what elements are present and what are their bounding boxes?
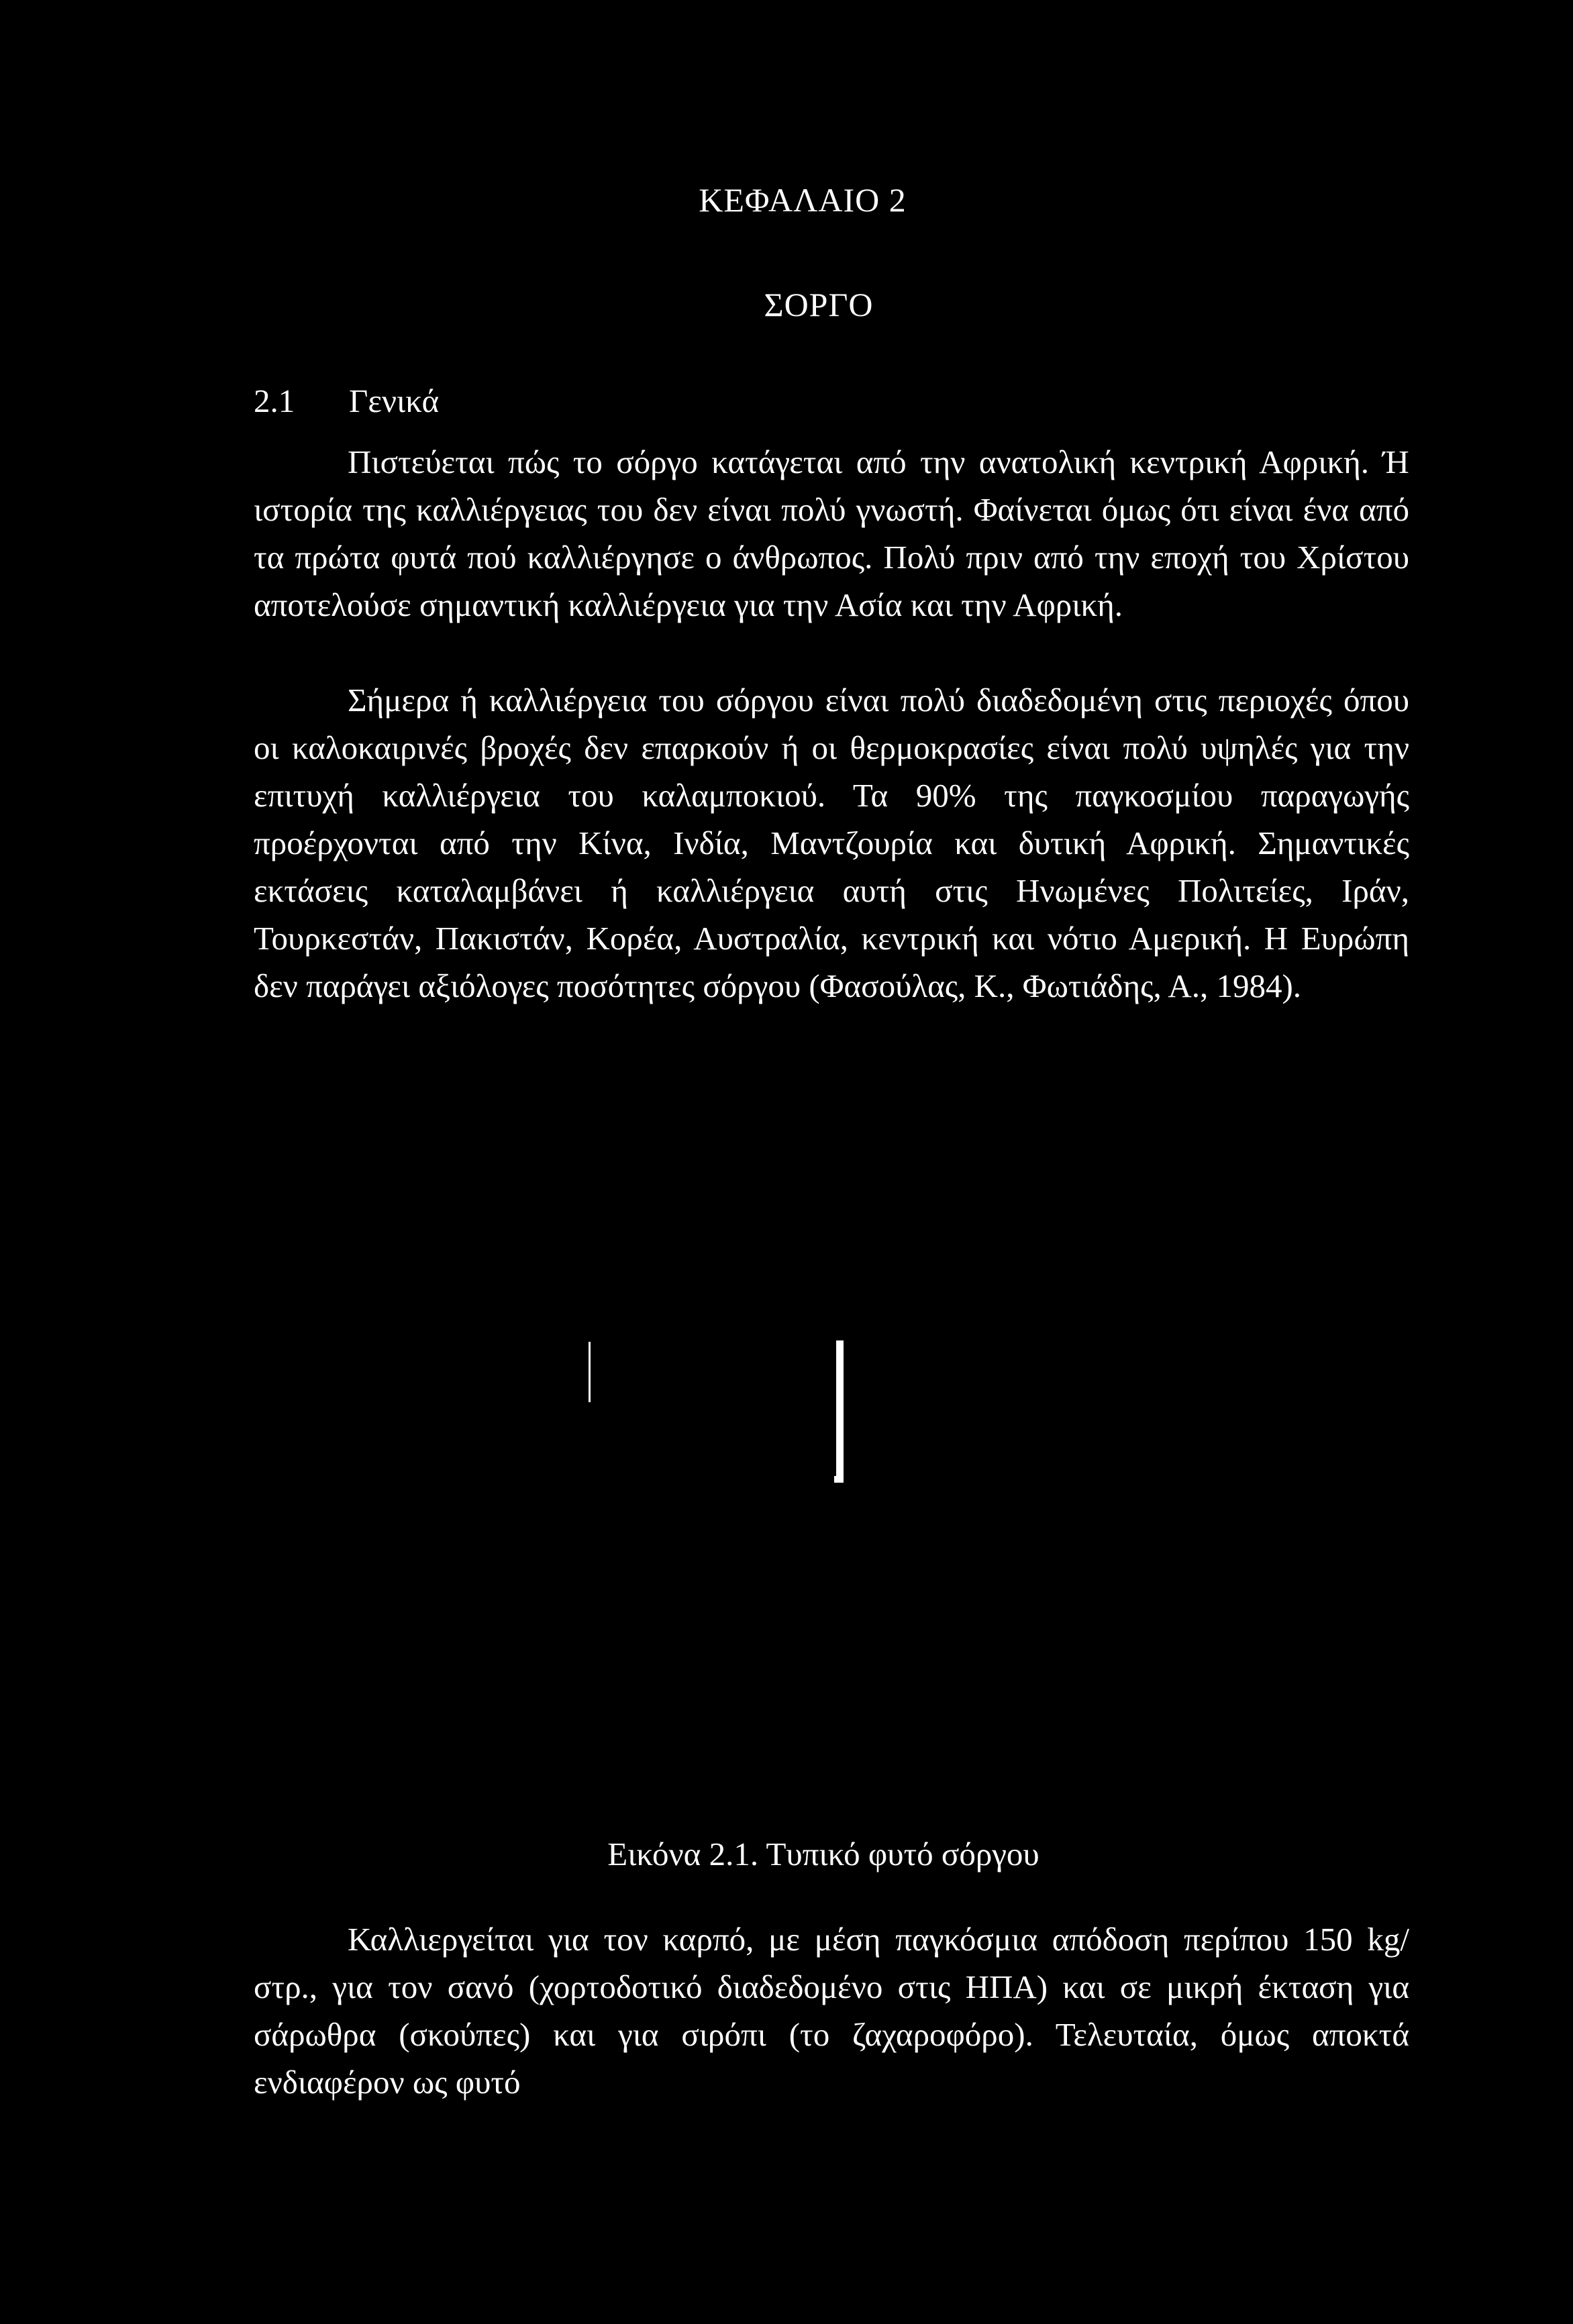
body-paragraph-1 <box>254 438 1409 629</box>
body-paragraph-3 <box>254 1915 1409 2106</box>
section-heading <box>254 381 439 421</box>
chapter-label: ΚΕΦΑΛΑΙΟ 2 <box>699 181 907 219</box>
body-paragraph-2 <box>254 676 1409 1010</box>
chapter-title: ΣΟΡΓΟ <box>764 286 874 323</box>
paragraph-text: Πιστεύεται πώς το σόργο κατάγεται από την ανατολική κεντρική Αφρική. Ή ιστορία της καλλιέργειας του δεν είναι πολύ γνωστή. Φαίνεται όμως ότι είναι ένα από τα πρώτα φυτά πού καλλιέργησε ο άνθρωπος. Πολύ πριν από την εποχή του Χρίστου αποτελούσε σημαντική καλλιέργεια για την Ασία και την Αφρική. <box>254 443 1409 623</box>
paragraph-text: Καλλιεργείται για τον καρπό, με μέση παγκόσμια απόδοση περίπου 150 kg/στρ., για τον σανό (χορτοδοτικό διαδεδομένο στις ΗΠΑ) και σε μικρή έκταση για σάρωθρα (σκούπες) και για σιρόπι (το ζαχαροφόρο). Τελευταία, όμως αποκτά ενδιαφέρον ως φυτό <box>254 1921 1409 2101</box>
figure-stem-mark <box>836 1340 844 1480</box>
figure-caption: Εικόνα 2.1. Τυπικό φυτό σόργου <box>607 1836 1039 1872</box>
section-title: Γενικά <box>349 382 440 419</box>
section-number: 2.1 <box>254 382 295 419</box>
figure-stem-mark <box>834 1476 844 1483</box>
figure-stem-mark <box>589 1342 591 1402</box>
paragraph-text: Σήμερα ή καλλιέργεια του σόργου είναι πολύ διαδεδομένη στις περιοχές όπου οι καλοκαιρινές βροχές δεν επαρκούν ή οι θερμοκρασίες είναι πολύ υψηλές για την επιτυχή καλλιέργεια του καλαμποκιού. Τα 90% της παγκοσμίου παραγωγής προέρχονται από την Κίνα, Ινδία, Μαντζουρία και δυτική Αφρική. Σημαντικές εκτάσεις καταλαμβάνει ή καλλιέργεια αυτή στις Ηνωμένες Πολιτείες, Ιράν, Τουρκεστάν, Πακιστάν, Κορέα, Αυστραλία, κεντρική και νότιο Αμερική. Η Ευρώπη δεν παράγει αξιόλογες ποσότητες σόργου (Φασούλας, Κ., Φωτιάδης, Α., 1984). <box>254 682 1409 1004</box>
figure-image <box>254 1315 1409 1825</box>
